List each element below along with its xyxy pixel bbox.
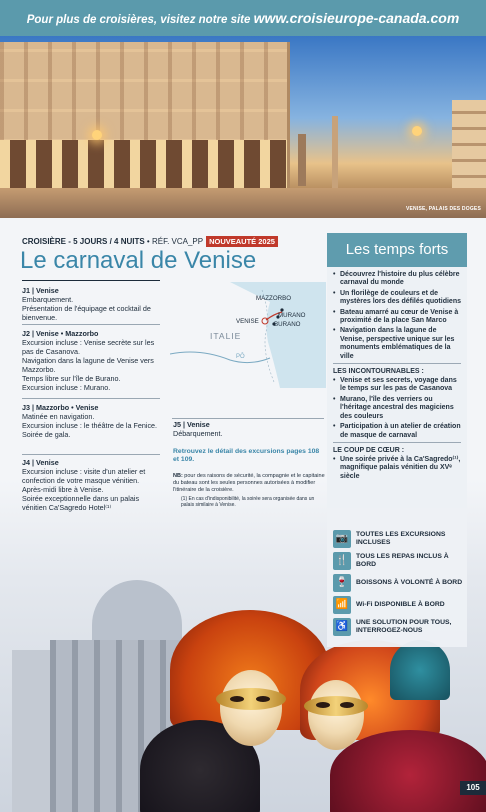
list-item: • Murano, l'île des verriers ou l'héritage ancestral des magiciens des couleurs xyxy=(333,396,461,421)
itinerary-day-4 xyxy=(22,458,162,512)
divider xyxy=(172,418,324,419)
list-item: • Découvrez l'histoire du plus célèbre carnaval du monde xyxy=(333,271,461,288)
incontournables-list xyxy=(327,376,467,440)
feature-excursions: 📷 TOUTES LES EXCURSIONS INCLUSES xyxy=(333,529,463,549)
day-description: Excursion incluse : visite d'un atelier et confection de votre masque vénitien. Après-midi libre à Venise. Soirée exceptionnelle dans un palais vénitien Ca'Sagredo Hotel⁽¹⁾ xyxy=(22,467,146,512)
list-item: • Venise et ses secrets, voyage dans le temps sur les pas de Casanova xyxy=(333,377,461,394)
map-label-burano: BURANO xyxy=(274,321,301,328)
excursions-reference: Retrouvez le détail des excursions pages 108 et 109. xyxy=(173,448,320,464)
day-heading: J1 | Venise xyxy=(22,286,59,295)
page-number: 105 xyxy=(460,781,486,795)
map-label-murano: MURANO xyxy=(278,312,306,319)
nb-notice: NB: pour des raisons de sécurité, la compagnie et le capitaine du bateau sont les seules personnes autorisées à modifier l'itinéraire de la croisière. xyxy=(173,473,325,493)
day-heading: J5 | Venise xyxy=(173,420,210,429)
list-item: • Bateau amarré au cœur de Venise à proximité de la place San Marco xyxy=(333,309,461,326)
day-description: Débarquement. xyxy=(173,429,223,438)
day-heading: J2 | Venise • Mazzorbo xyxy=(22,329,99,338)
footnote: (1) En cas d'indisponibilité, la soirée sera organisée dans un palais similaire à Venise. xyxy=(181,496,315,508)
divider xyxy=(22,454,160,455)
list-item: • Participation à un atelier de création de masque de carnaval xyxy=(333,423,461,440)
highlights-title: Les temps forts xyxy=(327,233,467,267)
new-badge: NOUVEAUTÉ 2025 xyxy=(206,236,278,247)
street-lamp xyxy=(92,130,102,140)
feature-drinks: 🍷 BOISSONS À VOLONTÉ À BORD xyxy=(333,573,463,593)
tower-illustration xyxy=(12,650,52,812)
hero-photo-venice xyxy=(0,36,486,218)
wifi-icon: 📶 xyxy=(333,596,351,614)
incontournables-title: LES INCONTOURNABLES : xyxy=(333,368,424,376)
highlights-list xyxy=(327,267,467,361)
camera-icon: 📷 xyxy=(333,530,351,548)
day-description: Embarquement. Présentation de l'équipage et cocktail de bienvenue. xyxy=(22,295,151,322)
coup-de-coeur-title: LE COUP DE CŒUR : xyxy=(333,446,405,454)
route-map xyxy=(170,282,326,388)
hero-caption: VENISE, PALAIS DES DOGES xyxy=(405,206,481,212)
itinerary-day-2 xyxy=(22,329,162,392)
day-description: Excursion incluse : Venise secrète sur les pas de Casanova. Navigation dans la lagune de Venise vers Mazzorbo. Temps libre sur l'île de Burano. Excursion incluse : Murano. xyxy=(22,338,155,392)
street-lamp xyxy=(412,126,422,136)
map-label-mazzorbo: MAZZORBO xyxy=(256,295,292,302)
banner-lead: Pour plus de croisières, visitez notre site xyxy=(26,14,254,26)
day-heading: J4 | Venise xyxy=(22,458,59,467)
itinerary-day-5 xyxy=(173,420,323,438)
piazza-illustration xyxy=(0,188,486,218)
map-label-country: ITALIE xyxy=(210,331,242,341)
website-banner xyxy=(0,0,486,36)
map-label-venise: VENISE xyxy=(236,318,259,325)
divider xyxy=(22,398,160,399)
cruise-header: CROISIÈRE - 5 JOURS / 4 NUITS • RÉF. VCA_PP NOUVEAUTÉ 2025 xyxy=(22,236,278,247)
cruise-title: Le carnaval de Venise xyxy=(20,247,257,274)
doges-palace-illustration xyxy=(0,42,290,202)
divider xyxy=(22,280,160,281)
itinerary-day-3 xyxy=(22,403,162,439)
day-heading: J3 | Mazzorbo • Venise xyxy=(22,403,99,412)
po-river xyxy=(170,352,270,363)
campanile-illustration xyxy=(298,134,306,186)
coup-de-coeur-list xyxy=(327,455,467,481)
feature-wifi: 📶 Wi-Fi DISPONIBLE À BORD xyxy=(333,595,463,615)
accessibility-icon: ♿ xyxy=(333,618,351,636)
cutlery-icon: 🍴 xyxy=(333,552,351,570)
list-item: • Un florilège de couleurs et de mystères lors des défilés quotidiens xyxy=(333,290,461,307)
drinks-icon: 🍷 xyxy=(333,574,351,592)
divider xyxy=(22,324,160,325)
list-item: • Une soirée privée à la Ca'Sagredo⁽¹⁾, magnifique palais vénitien du XVᵉ siècle xyxy=(333,456,461,481)
itinerary-day-1 xyxy=(22,286,162,322)
feature-accessibility: ♿ UNE SOLUTION POUR TOUS, INTERROGEZ-NOUS xyxy=(333,617,463,637)
list-item: • Navigation dans la lagune de Venise, perspective unique sur les monuments emblématiques de la ville xyxy=(333,327,461,361)
website-url[interactable]: www.croisieurope-canada.com xyxy=(253,10,460,26)
feature-meals: 🍴 TOUS LES REPAS INCLUS À BORD xyxy=(333,551,463,571)
day-description: Matinée en navigation. Excursion incluse : le théâtre de la Fenice. Soirée de gala. xyxy=(22,412,158,439)
map-label-river: PÔ xyxy=(236,354,245,360)
